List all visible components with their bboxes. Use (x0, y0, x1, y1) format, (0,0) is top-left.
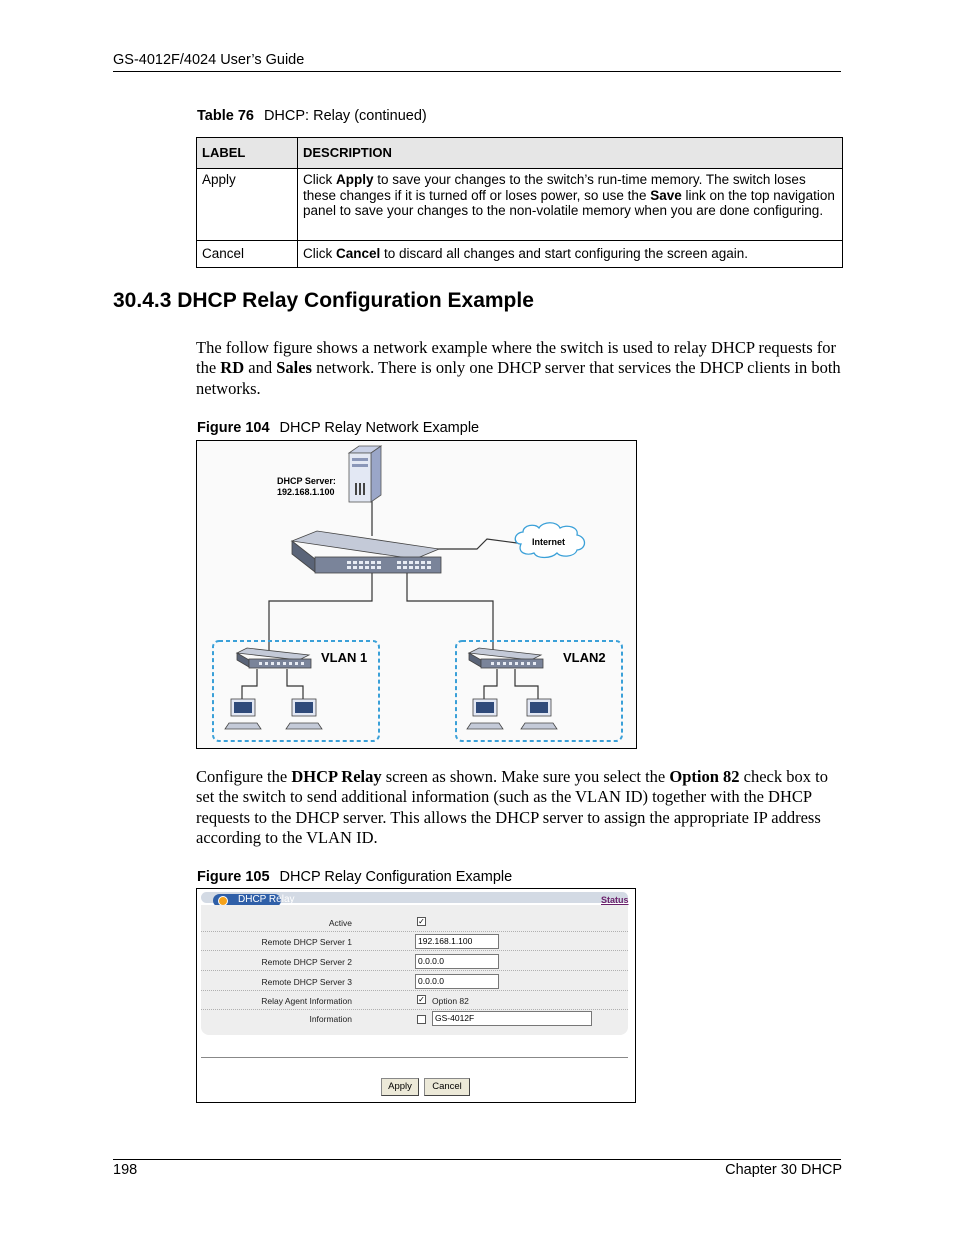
relay-info-label: Relay Agent Information (261, 996, 352, 1006)
server1-input[interactable]: 192.168.1.100 (415, 934, 499, 949)
connection-lines (242, 501, 538, 699)
row-description-cancel: Click Cancel to discard all changes and start configuring the screen again. (298, 241, 843, 268)
table-row (197, 169, 843, 241)
main-switch-icon (292, 531, 441, 573)
row-label-cancel: Cancel (197, 241, 298, 268)
network-diagram-svg (197, 441, 636, 748)
settings-panel (201, 905, 628, 1035)
network-diagram (196, 440, 637, 749)
dhcp-relay-screen (196, 888, 636, 1103)
internet-label: Internet (532, 537, 566, 547)
vlan2-label: VLAN2 (563, 650, 606, 665)
server3-input[interactable]: 0.0.0.0 (415, 974, 499, 989)
server1-label: Remote DHCP Server 1 (261, 937, 352, 947)
information-checkbox[interactable] (417, 1015, 426, 1024)
row-information (201, 1009, 628, 1028)
status-link[interactable]: Status (601, 895, 629, 905)
active-label: Active (328, 918, 352, 928)
running-header: GS-4012F/4024 User’s Guide (113, 52, 305, 68)
dhcp-relay-table (196, 137, 843, 268)
server-label: DHCP Server: (277, 476, 336, 486)
server3-label: Remote DHCP Server 3 (261, 977, 352, 987)
row-server-1 (201, 932, 628, 951)
header-rule (113, 71, 841, 72)
apply-button[interactable]: Apply (381, 1078, 419, 1096)
screen-title-bar (201, 892, 628, 903)
body-paragraph-1: The follow figure shows a network example where the switch is used to relay DHCP requests for the RD and Sales network. There is only one DHCP server that services the DHCP clients in both networks. (196, 338, 841, 398)
screen-title: DHCP Relay (238, 894, 295, 905)
row-server-2 (201, 952, 628, 971)
button-separator (201, 1057, 628, 1058)
table-caption-label: Table 76 (197, 108, 254, 124)
cancel-button[interactable]: Cancel (424, 1078, 470, 1096)
option82-checkbox[interactable]: ✓ (418, 995, 425, 1004)
option82-label: Option 82 (432, 996, 469, 1006)
page-number: 198 (113, 1162, 138, 1178)
chapter-label: Chapter 30 DHCP (725, 1162, 842, 1178)
table-caption (197, 108, 427, 124)
computer-icon (467, 699, 503, 729)
figure-105-label: Figure 105 (197, 869, 270, 885)
computer-icon (286, 699, 322, 729)
row-description-apply: Click Apply to save your changes to the switch’s run-time memory. The switch loses these changes if it is turned off or loses power, so use the Save link on the top navigation panel to save your changes to the non-volatile memory when you are done configuring. (298, 169, 843, 241)
footer-rule (113, 1159, 841, 1160)
figure-105-title: DHCP Relay Configuration Example (279, 869, 513, 885)
active-checkbox[interactable]: ✓ (418, 917, 425, 926)
figure-104-label: Figure 104 (197, 420, 270, 436)
vlan1-switch-icon (237, 648, 311, 668)
table-row (197, 241, 843, 268)
server2-input[interactable]: 0.0.0.0 (415, 954, 499, 969)
computer-icon (225, 699, 261, 729)
server-ip: 192.168.1.100 (277, 487, 335, 497)
figure-104-title: DHCP Relay Network Example (279, 420, 480, 436)
row-label-apply: Apply (197, 169, 298, 241)
table-caption-text: DHCP: Relay (continued) (263, 108, 427, 124)
vlan2-switch-icon (469, 648, 543, 668)
vlan1-label: VLAN 1 (321, 650, 368, 665)
row-active (201, 913, 628, 932)
body-paragraph-2: Configure the DHCP Relay screen as shown. Make sure you select the Option 82 check box to set the switch to send additional information (such as the VLAN ID) together with the DHCP requests to the DHCP server. This allows the DHCP server to assign the appropriate IP address according to the VLAN ID. (196, 767, 828, 847)
figure-104-caption (197, 420, 479, 436)
row-relay-agent (201, 991, 628, 1010)
figure-105-caption (197, 869, 512, 885)
section-heading: 30.4.3 DHCP Relay Configuration Example (113, 289, 534, 312)
computer-icon (521, 699, 557, 729)
server2-label: Remote DHCP Server 2 (261, 957, 352, 967)
information-input[interactable]: GS-4012F (432, 1011, 592, 1026)
server-icon (349, 446, 381, 502)
information-label: Information (309, 1014, 352, 1024)
row-server-3 (201, 972, 628, 991)
column-header-label: LABEL (197, 138, 298, 169)
column-header-description: DESCRIPTION (298, 138, 843, 169)
